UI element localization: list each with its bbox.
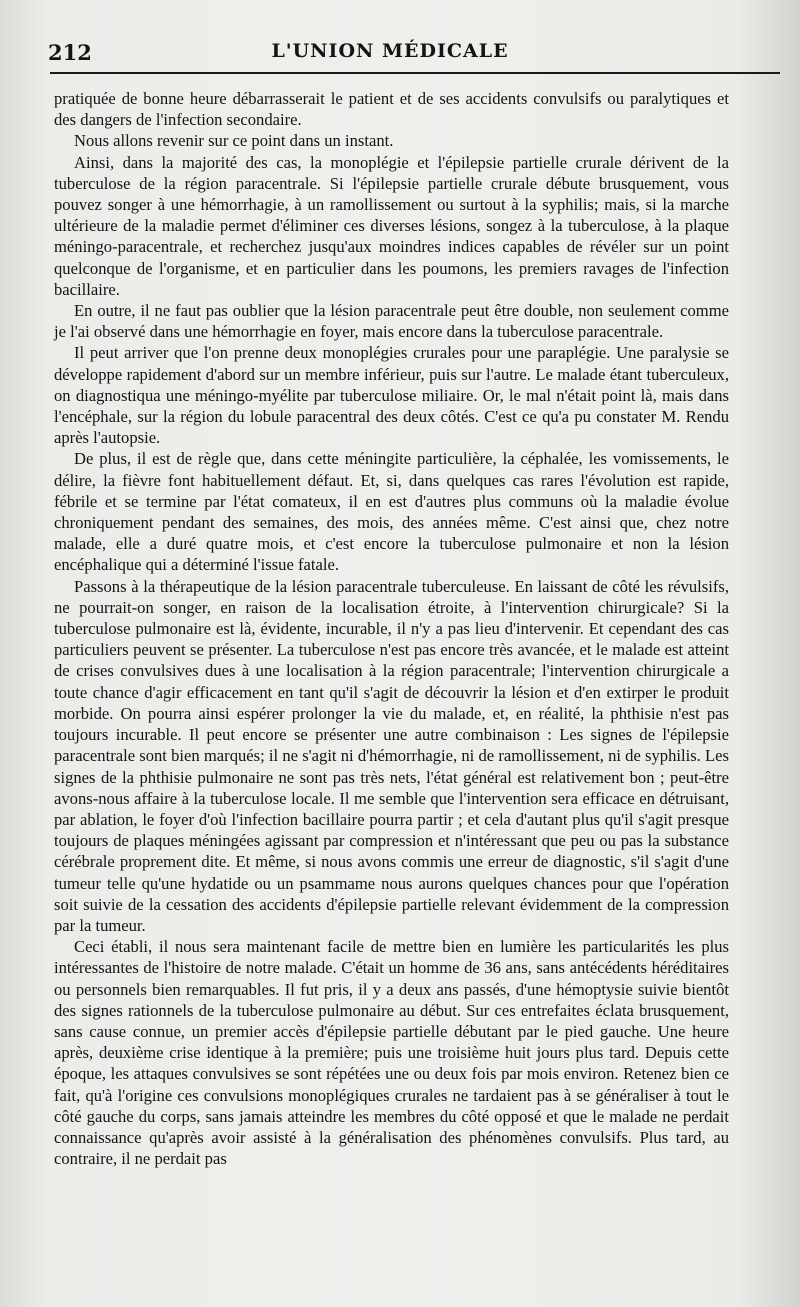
header-rule — [50, 72, 780, 74]
running-title: L'UNION MÉDICALE — [271, 40, 509, 62]
page-number: 212 — [48, 40, 92, 65]
paragraph: Il peut arriver que l'on prenne deux monoplégies crurales pour une paraplégie. Une paralysie se développe rapidement d'abord sur un membre inférieur, puis sur l'autre. Le malade étant tuberculeux, on diagnostiqua une méningo-myélite par tuberculose miliaire. Or, le mal n'était point là, mais dans l'encéphale, sur la région du lobule paracentral des deux côtés. C'est ce qu'a pu constater M. Rendu après l'autopsie. — [54, 343, 729, 448]
paragraph: En outre, il ne faut pas oublier que la lésion paracentrale peut être double, non seulement comme je l'ai observé dans une hémorrhagie en foyer, mais encore dans la tuberculose paracentrale. — [54, 301, 729, 342]
paragraph: Passons à la thérapeutique de la lésion paracentrale tuberculeuse. En laissant de côté les révulsifs, ne pourrait-on songer, en raison de la localisation étroite, à l'intervention chirurgicale? Si la tuberculose pulmonaire est là, évidente, incurable, il n'y a pas lieu d'intervenir. Et cependant des cas particuliers peuvent se présenter. La tuberculose n'est pas encore très avancée, et le malade est atteint de crises convulsives dues à une localisation à la région paracentrale; l'intervention chirurgicale a toute chance d'agir efficacement en tant qu'il s'agit de découvrir la lésion et d'en extirper le produit morbide. On pourra ainsi espérer prolonger la vie du malade, et, en réalité, la phthisie n'est pas toujours incurable. Il peut encore se présenter une autre combinaison : Les signes de l'épilepsie paracentrale sont bien marqués; il ne s'agit ni d'hémorrhagie, ni de ramollissement, ni de syphilis. Les signes de la phthisie pulmonaire ne sont pas très nets, l'état général est relativement bon ; peut-être avons-nous affaire à la tuberculose locale. Il me semble que l'intervention sera efficace en détruisant, par ablation, le foyer d'où l'infection bacillaire pourra partir ; et cela d'autant plus qu'il s'agit presque toujours de plaques méningées agissant par compression et n'intéressant que peu ou pas la substance cérébrale proprement dite. Et même, si nous avons commis une erreur de diagnostic, s'il s'agit d'une tumeur telle qu'une hydatide ou un psammame nous aurons quelques chances pour que l'opération soit suivie de la cessation des accidents d'épilepsie partielle relevant évidemment de la compression par la tumeur. — [54, 576, 729, 935]
paragraph-continued: pratiquée de bonne heure débarrasserait le patient et de ses accidents convulsifs ou paralytiques et des dangers de l'infection secondaire. — [54, 89, 729, 130]
article-body — [54, 88, 729, 1169]
page-header — [48, 38, 772, 72]
paragraph: Nous allons revenir sur ce point dans un instant. — [74, 131, 394, 151]
paragraph: Ainsi, dans la majorité des cas, la monoplégie et l'épilepsie partielle crurale dérivent de la tuberculose de la région paracentrale. Si l'épilepsie partielle crurale débute brusquement, vous pouvez songer à une hémorrhagie, à un ramollissement ou surtout à la syphilis; mais, si la marche ultérieure de la maladie permet d'éliminer ces diverses lésions, songez à la tuberculose, à la plaque méningo-paracentrale, et recherchez jusqu'aux moindres indices capables de révéler sur un point quelconque de l'organisme, et en particulier dans les poumons, les premiers ravages de l'infection bacillaire. — [54, 152, 729, 299]
paragraph: Ceci établi, il nous sera maintenant facile de mettre bien en lumière les particularités les plus intéressantes de l'histoire de notre malade. C'était un homme de 36 ans, sans antécédents héréditaires ou personnels bien remarquables. Il fut pris, il y a deux ans passés, d'une hémoptysie suivie bientôt des signes rationnels de la tuberculose pulmonaire au début. Sur ces entrefaites éclata brusquement, sans cause connue, un premier accès d'épilepsie partielle débutant par le pied gauche. Une heure après, deuxième crise identique à la première; puis une troisième huit jours plus tard. Depuis cette époque, les attaques convulsives se sont répétées une ou deux fois par mois environ. Retenez bien ce fait, qu'à l'origine ces convulsions monoplégiques crurales ne tardaient pas à se généraliser à tout le côté gauche du corps, sans jamais atteindre les membres du côté opposé et que le malade ne perdait connaissance qu'après avoir assisté à la généralisation des phénomènes convulsifs. Plus tard, au contraire, il ne perdait pas — [54, 937, 729, 1169]
paragraph: De plus, il est de règle que, dans cette méningite particulière, la céphalée, les vomissements, le délire, la fièvre font habituellement défaut. Et, si, dans quelques cas rares l'évolution est rapide, fébrile et se termine par l'état comateux, il en est d'autres plus communs où la maladie évolue chroniquement pendant des semaines, des mois, des années même. C'est ainsi que, chez notre malade, elle a duré quatre mois, et c'est encore la tuberculose pulmonaire et non la lésion encéphalique qui a déterminé l'issue fatale. — [54, 449, 729, 575]
